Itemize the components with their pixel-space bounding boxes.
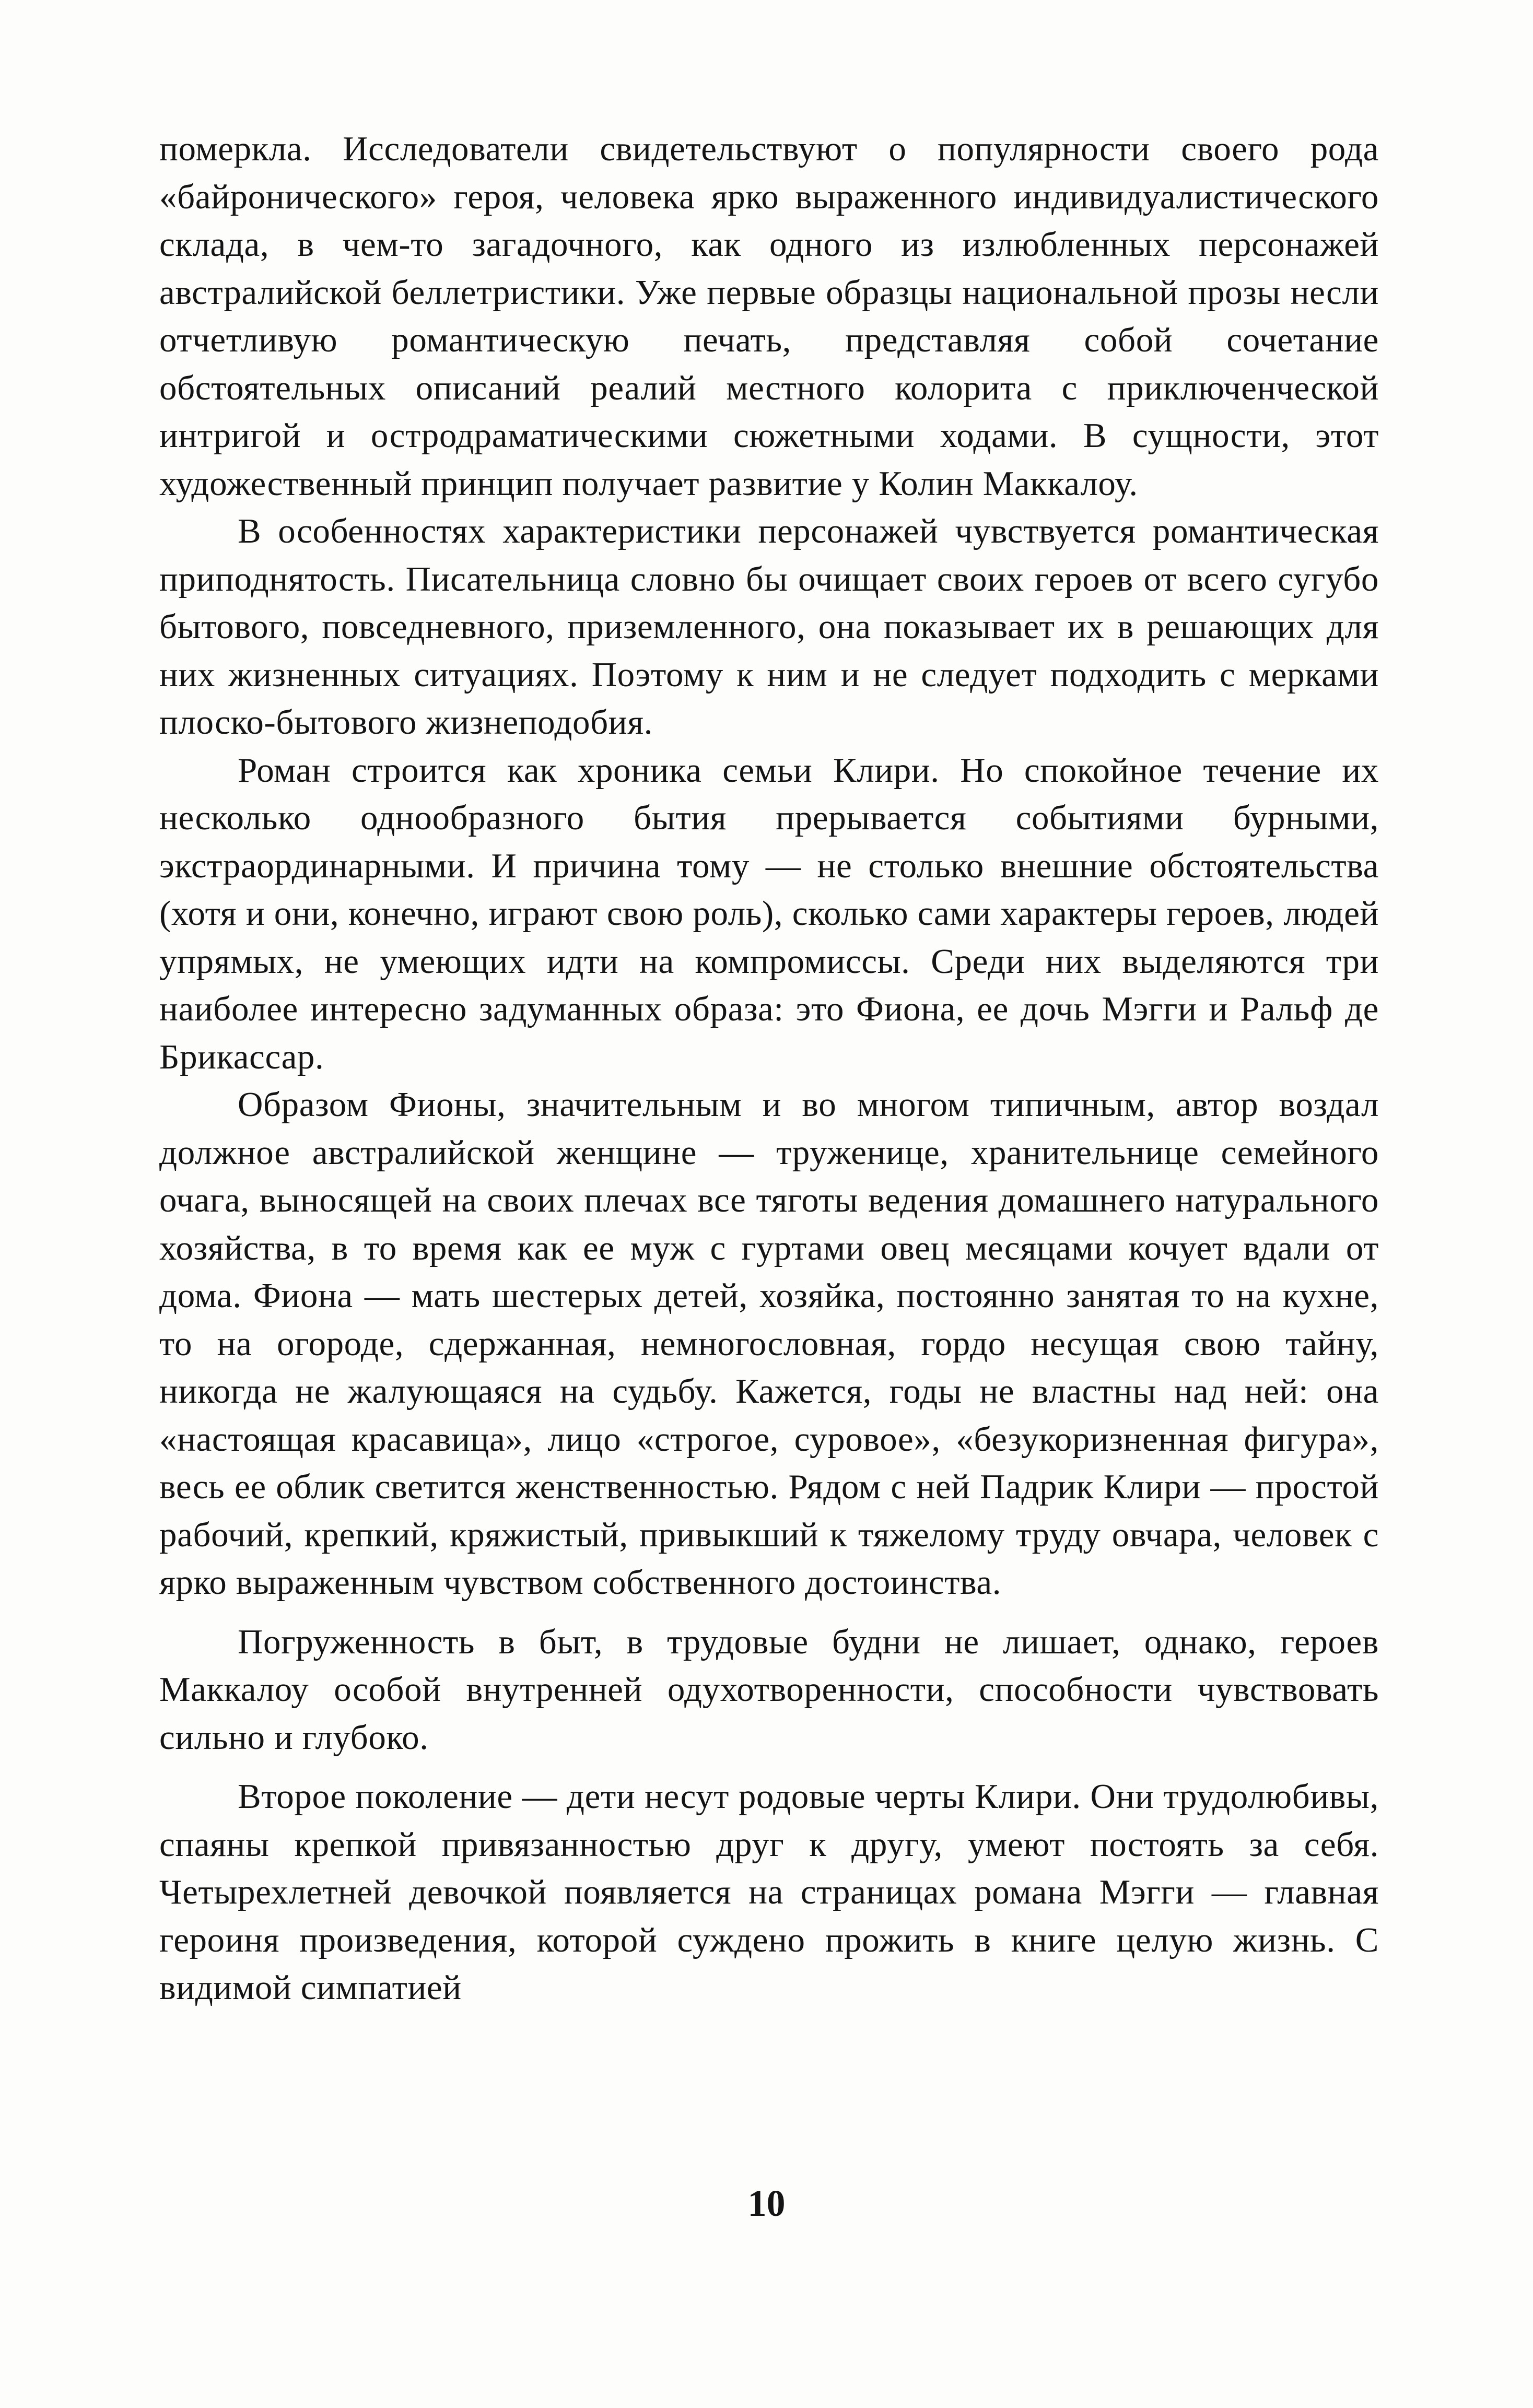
body-text (159, 125, 1379, 2012)
paragraph: Погруженность в быт, в трудовые будни не лишает, однако, героев Маккалоу особой внутренней одухотворенности, способности чувствовать сильно и глубоко. (159, 1622, 1379, 1757)
paragraph: Роман строится как хроника семьи Клири. Но спокойное течение их несколько однообразного бытия прерывается событиями бурными, экстраординарными. И причина тому — не столько внешние обстоятельства (хотя и они, конечно, играют свою роль), сколько сами характеры героев, людей упрямых, не умеющих идти на компромиссы. Среди них выделяются три наиболее интересно задуманных образа: это Фиона, ее дочь Мэгги и Ральф де Брикассар. (159, 750, 1379, 1076)
page-number: 10 (747, 2182, 786, 2224)
paragraph: померкла. Исследователи свидетельствуют о популярности своего рода «байронического» героя, человека ярко выраженного индивидуалистического склада, в чем-то загадочного, как одного из излюбленных персонажей австралийской беллетристики. Уже первые образцы национальной прозы несли отчетливую романтическую печать, представляя собой сочетание обстоятельных описаний реалий местного колорита с приключенческой интригой и остродраматическими сюжетными ходами. В сущности, этот художественный принцип получает развитие у Колин Маккалоу. (159, 130, 1379, 503)
paragraph: Второе поколение — дети несут родовые черты Клири. Они трудолюбивы, спаяны крепкой привязанностью друг к другу, умеют постоять за себя. Четырехлетней девочкой появляется на страницах романа Мэгги — главная героиня произведения, которой суждено прожить в книге целую жизнь. С видимой симпатией (159, 1777, 1379, 2007)
paragraph: В особенностях характеристики персонажей чувствуется романтическая приподнятость. Писательница словно бы очищает своих героев от всего сугубо бытового, повседневного, приземленного, она показывает их в решающих для них жизненных ситуациях. Поэтому к ним и не следует подходить с мерками плоско-бытового жизнеподобия. (159, 512, 1379, 742)
paragraph: Образом Фионы, значительным и во многом типичным, автор воздал должное австралийской женщине — труженице, хранительнице семейного очага, выносящей на своих плечах все тяготы ведения домашнего натурального хозяйства, в то время как ее муж с гуртами овец месяцами кочует вдали от дома. Фиона — мать шестерых детей, хозяйка, постоянно занятая то на кухне, то на огороде, сдержанная, немногословная, гордо несущая свою тайну, никогда не жалующаяся на судьбу. Кажется, годы не властны над ней: она «настоящая красавица», лицо «строгое, суровое», «безукоризненная фигура», весь ее облик светится женственностью. Рядом с ней Падрик Клири — простой рабочий, крепкий, кряжистый, привыкший к тяжелому труду овчара, человек с ярко выраженным чувством собственного достоинства. (159, 1085, 1379, 1602)
